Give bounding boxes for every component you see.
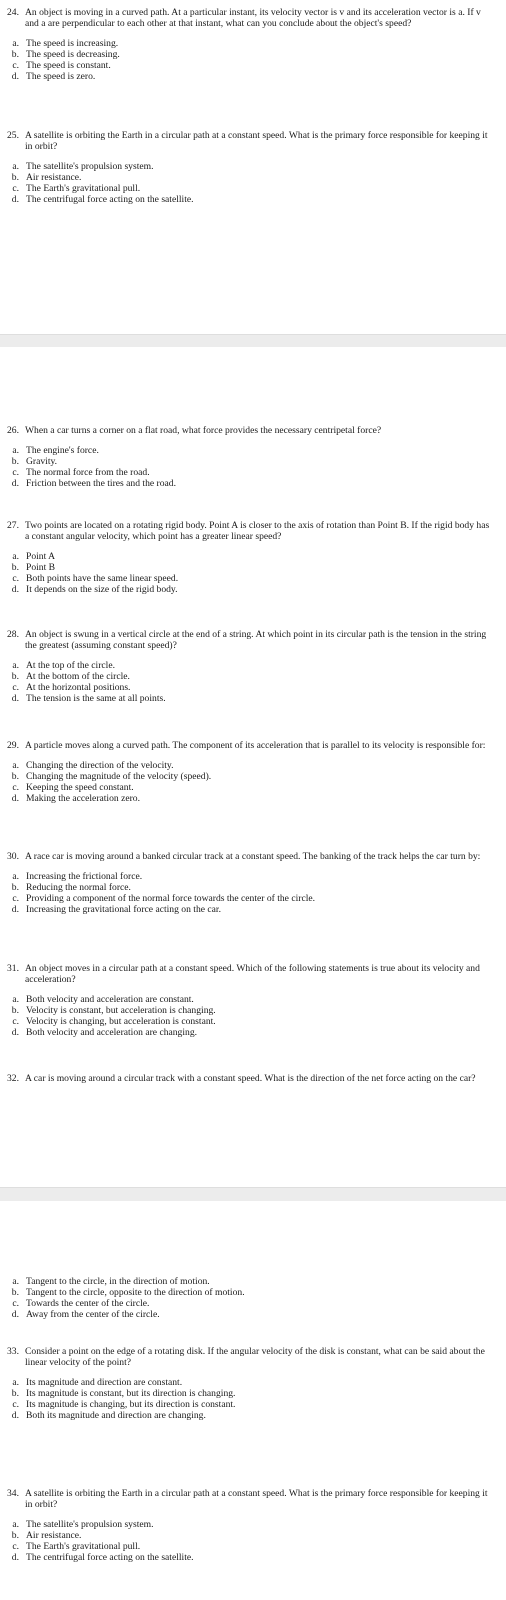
question-27 <box>7 520 495 595</box>
answer-option[interactable] <box>7 1410 495 1421</box>
question-text: When a car turns a corner on a flat road, what force provides the necessary centripetal force? <box>25 425 382 436</box>
option-letter: b. <box>11 882 19 893</box>
answer-option[interactable] <box>7 194 495 205</box>
answer-option[interactable] <box>7 467 495 478</box>
option-letter: b. <box>11 671 19 682</box>
question-text: An object moves in a circular path at a constant speed. Which of the following statements is true about its velocity and acceleration? <box>25 963 480 985</box>
option-text: Tangent to the circle, in the direction of motion. <box>26 1276 210 1287</box>
option-letter: c. <box>12 893 19 904</box>
option-text: Its magnitude and direction are constant. <box>26 1377 183 1388</box>
option-text: Velocity is changing, but acceleration is constant. <box>26 1016 216 1027</box>
answer-options <box>7 38 495 82</box>
option-text: The speed is constant. <box>26 60 111 71</box>
option-text: Point B <box>26 562 56 573</box>
option-text: The Earth's gravitational pull. <box>26 1541 141 1552</box>
option-text: Making the acceleration zero. <box>26 793 141 804</box>
option-text: The speed is zero. <box>26 71 96 82</box>
answer-option[interactable] <box>7 456 495 467</box>
question-number: 27. <box>7 520 19 531</box>
answer-option[interactable] <box>7 871 495 882</box>
option-letter: b. <box>11 1388 19 1399</box>
question-number: 33. <box>7 1346 19 1357</box>
answer-option[interactable] <box>7 1399 495 1410</box>
answer-option[interactable] <box>7 1016 495 1027</box>
answer-options <box>7 760 495 804</box>
answer-option[interactable] <box>7 1027 495 1038</box>
option-letter: c. <box>12 1541 19 1552</box>
option-letter: b. <box>11 1530 19 1541</box>
answer-options <box>7 445 495 489</box>
option-text: The centrifugal force acting on the satellite. <box>26 194 194 205</box>
answer-option[interactable] <box>7 660 495 671</box>
option-text: The engine's force. <box>26 445 99 456</box>
question-number: 28. <box>7 629 19 640</box>
option-letter: d. <box>11 1410 19 1421</box>
option-letter: c. <box>12 1016 19 1027</box>
answer-option[interactable] <box>7 1276 495 1287</box>
question-text: Two points are located on a rotating rigid body. Point A is closer to the axis of rotation than Point B. If the rigid body has a constant angular velocity, which point has a greater linear speed? <box>25 520 490 542</box>
answer-option[interactable] <box>7 1530 495 1541</box>
answer-options <box>7 1276 495 1320</box>
option-letter: a. <box>12 1519 19 1530</box>
question-number: 30. <box>7 851 19 862</box>
answer-option[interactable] <box>7 1552 495 1563</box>
option-letter: a. <box>12 760 19 771</box>
answer-option[interactable] <box>7 1309 495 1320</box>
option-text: The satellite's propulsion system. <box>26 161 154 172</box>
option-letter: c. <box>12 1298 19 1309</box>
question-24 <box>7 7 495 82</box>
answer-option[interactable] <box>7 49 495 60</box>
answer-option[interactable] <box>7 183 495 194</box>
option-letter: a. <box>12 161 19 172</box>
option-text: The tension is the same at all points. <box>26 693 166 704</box>
question-32 <box>7 1073 495 1084</box>
option-text: Both its magnitude and direction are changing. <box>26 1410 206 1421</box>
option-letter: c. <box>12 1399 19 1410</box>
option-text: Towards the center of the circle. <box>26 1298 150 1309</box>
answer-option[interactable] <box>7 38 495 49</box>
option-letter: d. <box>11 904 19 915</box>
answer-option[interactable] <box>7 671 495 682</box>
answer-options <box>7 871 495 915</box>
question-text: Consider a point on the edge of a rotating disk. If the angular velocity of the disk is constant, what can be said about the linear velocity of the point? <box>25 1346 485 1368</box>
option-letter: b. <box>11 1287 19 1298</box>
answer-option[interactable] <box>7 994 495 1005</box>
option-text: Air resistance. <box>26 1530 82 1541</box>
answer-option[interactable] <box>7 172 495 183</box>
answer-option[interactable] <box>7 161 495 172</box>
question-text: A satellite is orbiting the Earth in a circular path at a constant speed. What is the primary force responsible for keeping it in orbit? <box>25 130 488 152</box>
answer-option[interactable] <box>7 478 495 489</box>
option-letter: b. <box>11 771 19 782</box>
answer-option[interactable] <box>7 562 495 573</box>
question-text: A particle moves along a curved path. The component of its acceleration that is parallel to its velocity is responsible for: <box>25 740 486 751</box>
question-number: 34. <box>7 1488 19 1499</box>
answer-option[interactable] <box>7 782 495 793</box>
option-letter: d. <box>11 1552 19 1563</box>
option-letter: a. <box>12 660 19 671</box>
answer-option[interactable] <box>7 893 495 904</box>
question-text: A race car is moving around a banked circular track at a constant speed. The banking of the track helps the car turn by: <box>25 851 481 862</box>
option-text: Gravity. <box>26 456 58 467</box>
option-text: Both velocity and acceleration are changing. <box>26 1027 198 1038</box>
question-text: A satellite is orbiting the Earth in a circular path at a constant speed. What is the primary force responsible for keeping it in orbit? <box>25 1488 488 1510</box>
option-text: Increasing the gravitational force acting on the car. <box>26 904 221 915</box>
option-letter: a. <box>12 1276 19 1287</box>
question-number: 32. <box>7 1073 19 1084</box>
answer-option[interactable] <box>7 60 495 71</box>
option-text: Changing the direction of the velocity. <box>26 760 174 771</box>
question-number: 29. <box>7 740 19 751</box>
option-text: At the top of the circle. <box>26 660 115 671</box>
answer-option[interactable] <box>7 904 495 915</box>
option-letter: d. <box>11 693 19 704</box>
question-text: A car is moving around a circular track with a constant speed. What is the direction of the net force acting on the car? <box>25 1073 476 1084</box>
question-text: An object is moving in a curved path. At a particular instant, its velocity vector is v and its acceleration vector is a. If v and a are perpendicular to each other at that instant, what can you conclude about the object's speed? <box>25 7 481 29</box>
option-letter: a. <box>12 38 19 49</box>
option-text: At the bottom of the circle. <box>26 671 130 682</box>
answer-option[interactable] <box>7 760 495 771</box>
option-text: The speed is decreasing. <box>26 49 120 60</box>
option-letter: b. <box>11 172 19 183</box>
answer-options <box>7 161 495 205</box>
answer-option[interactable] <box>7 1541 495 1552</box>
answer-option[interactable] <box>7 1287 495 1298</box>
option-letter: c. <box>12 60 19 71</box>
question-31 <box>7 963 495 1038</box>
option-letter: c. <box>12 183 19 194</box>
answer-option[interactable] <box>7 793 495 804</box>
option-text: Providing a component of the normal force towards the center of the circle. <box>26 893 316 904</box>
option-letter: b. <box>11 49 19 60</box>
question-number: 24. <box>7 7 19 18</box>
option-letter: c. <box>12 782 19 793</box>
option-letter: a. <box>12 871 19 882</box>
page-break <box>0 1187 506 1202</box>
option-letter: d. <box>11 71 19 82</box>
option-letter: d. <box>11 478 19 489</box>
option-text: Its magnitude is changing, but its direction is constant. <box>26 1399 236 1410</box>
answer-option[interactable] <box>7 1298 495 1309</box>
answer-option[interactable] <box>7 1519 495 1530</box>
option-letter: c. <box>12 467 19 478</box>
answer-option[interactable] <box>7 445 495 456</box>
option-text: Both points have the same linear speed. <box>26 573 179 584</box>
answer-option[interactable] <box>7 682 495 693</box>
option-letter: a. <box>12 445 19 456</box>
option-letter: c. <box>12 573 19 584</box>
option-text: The Earth's gravitational pull. <box>26 183 141 194</box>
option-letter: d. <box>11 194 19 205</box>
page-break <box>0 334 506 348</box>
answer-options <box>7 1519 495 1563</box>
option-letter: c. <box>12 682 19 693</box>
option-text: Air resistance. <box>26 172 82 183</box>
option-text: Keeping the speed constant. <box>26 782 134 793</box>
option-text: It depends on the size of the rigid body. <box>26 584 178 595</box>
answer-option[interactable] <box>7 882 495 893</box>
answer-option[interactable] <box>7 693 495 704</box>
answer-option[interactable] <box>7 1005 495 1016</box>
question-26 <box>7 425 495 489</box>
option-text: Tangent to the circle, opposite to the direction of motion. <box>26 1287 245 1298</box>
answer-options <box>7 551 495 595</box>
option-letter: d. <box>11 793 19 804</box>
answer-option[interactable] <box>7 584 495 595</box>
answer-option[interactable] <box>7 551 495 562</box>
question-text: An object is swung in a vertical circle at the end of a string. At which point in its circular path is the tension in the string the greatest (assuming constant speed)? <box>25 629 487 651</box>
option-text: Its magnitude is constant, but its direction is changing. <box>26 1388 236 1399</box>
answer-option[interactable] <box>7 573 495 584</box>
option-text: Reducing the normal force. <box>26 882 131 893</box>
question-33 <box>7 1346 495 1421</box>
option-text: At the horizontal positions. <box>26 682 131 693</box>
option-text: The speed is increasing. <box>26 38 119 49</box>
option-text: Away from the center of the circle. <box>26 1309 160 1320</box>
option-letter: a. <box>12 1377 19 1388</box>
option-text: Velocity is constant, but acceleration is changing. <box>26 1005 216 1016</box>
answer-options <box>7 660 495 704</box>
option-text: The centrifugal force acting on the satellite. <box>26 1552 194 1563</box>
answer-option[interactable] <box>7 1377 495 1388</box>
answer-options <box>7 994 495 1038</box>
option-letter: b. <box>11 562 19 573</box>
option-letter: d. <box>11 584 19 595</box>
answer-option[interactable] <box>7 771 495 782</box>
answer-option[interactable] <box>7 1388 495 1399</box>
question-number: 26. <box>7 425 19 436</box>
answer-option[interactable] <box>7 71 495 82</box>
question-number: 25. <box>7 130 19 141</box>
option-text: Increasing the frictional force. <box>26 871 143 882</box>
question-number: 31. <box>7 963 19 974</box>
question-29 <box>7 740 495 804</box>
option-letter: d. <box>11 1309 19 1320</box>
option-text: The normal force from the road. <box>26 467 150 478</box>
option-text: Both velocity and acceleration are constant. <box>26 994 194 1005</box>
option-letter: b. <box>11 456 19 467</box>
question-25 <box>7 130 495 205</box>
option-text: Point A <box>26 551 56 562</box>
option-letter: a. <box>12 551 19 562</box>
option-letter: d. <box>11 1027 19 1038</box>
option-letter: a. <box>12 994 19 1005</box>
question-28 <box>7 629 495 704</box>
option-text: Changing the magnitude of the velocity (speed). <box>26 771 212 782</box>
answer-options <box>7 1377 495 1421</box>
option-text: Friction between the tires and the road. <box>26 478 176 489</box>
option-text: The satellite's propulsion system. <box>26 1519 154 1530</box>
question-34 <box>7 1488 495 1563</box>
option-letter: b. <box>11 1005 19 1016</box>
question-30 <box>7 851 495 915</box>
